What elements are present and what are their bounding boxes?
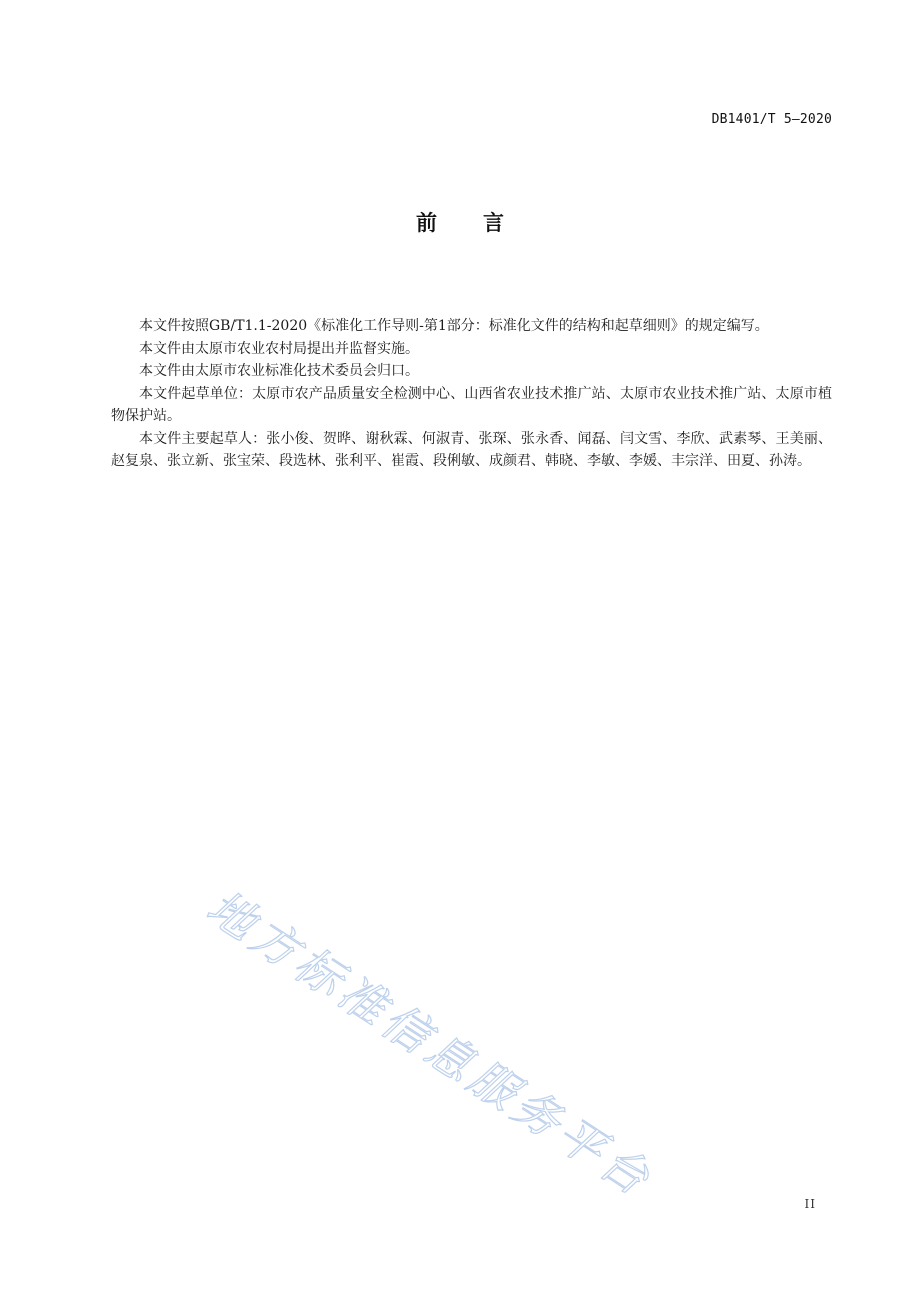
- paragraph-drafting-rules: 本文件按照GB/T1.1-2020《标准化工作导则-第1部分：标准化文件的结构和起草细则》的规定编写。: [139, 318, 769, 334]
- paragraph-drafters: 本文件主要起草人：张小俊、贺晔、谢秋霖、何淑青、张琛、张永香、闻磊、闫文雪、李欣、武素琴、王美丽、赵复泉、张立新、张宝荣、段选林、张利平、崔霞、段俐敏、成颜君、韩晓、李敏、李媛、丰宗洋、田夏、孙涛。: [111, 430, 832, 469]
- document-code: DB1401/T 5—2020: [711, 112, 832, 127]
- paragraph-centralized-unit: 本文件由太原市农业标准化技术委员会归口。: [139, 363, 419, 379]
- page-title: 前言: [416, 211, 550, 235]
- page-number: II: [804, 1197, 816, 1211]
- foreword-body: [111, 315, 832, 473]
- paragraph-drafting-units: 本文件起草单位：太原市农产品质量安全检测中心、山西省农业技术推广站、太原市农业技术推广站、太原市植物保护站。: [111, 385, 832, 424]
- paragraph-proposer: 本文件由太原市农业农村局提出并监督实施。: [139, 340, 419, 357]
- watermark: 地方标准信息服务平台: [197, 879, 664, 1209]
